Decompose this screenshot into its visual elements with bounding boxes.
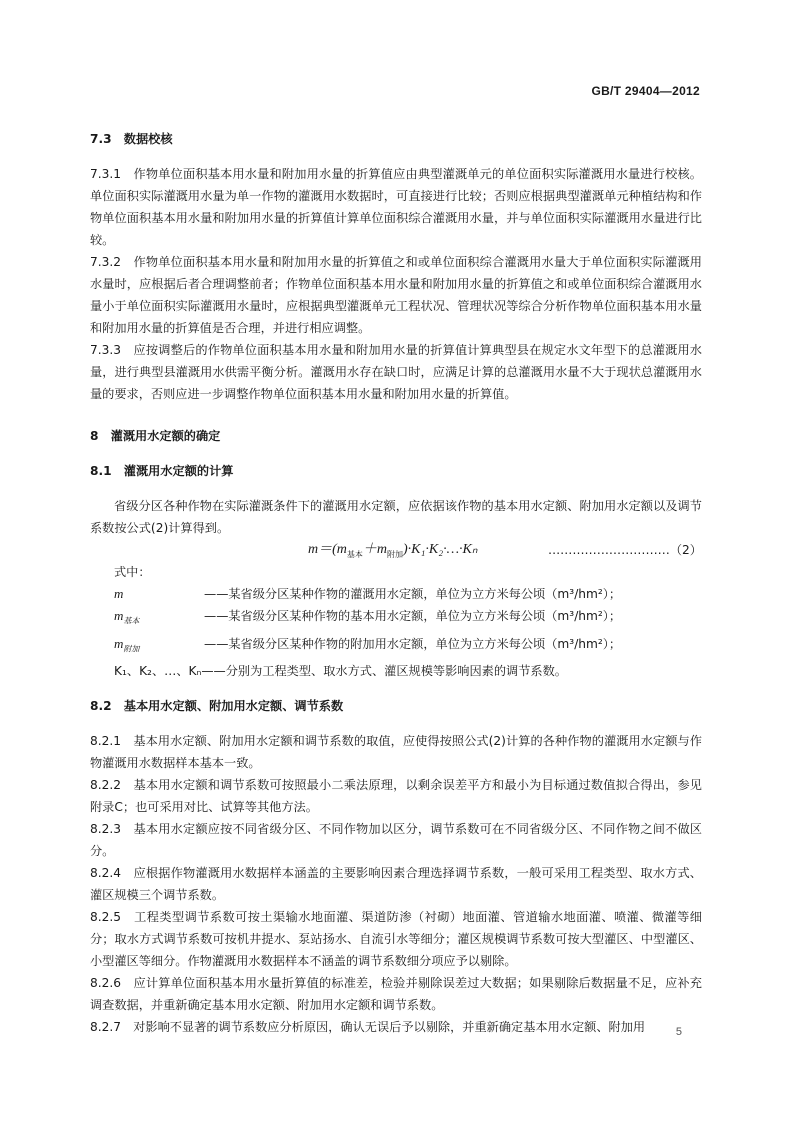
clause-8-2-4: 8.2.4 应根据作物灌溉用水数据样本涵盖的主要影响因素合理选择调节系数，一般可采用工程类型、取水方式、灌区规模三个调节系数。: [90, 866, 702, 903]
formula-expression: $m=(m_{基本}+m_{附加})\cdot K_1\cdot K_2\cdot\dots\cdot K_n$: [308, 542, 478, 559]
section-8-2-title: 8.2 基本用水定额、附加用水定额、调节系数: [90, 699, 344, 714]
clause-8-2-2: 8.2.2 基本用水定额和调节系数可按照最小二乘法原理，以剩余误差平方和最小为目标通过数值拟合得出，参见附录C；也可采用对比、试算等其他方法。: [90, 778, 702, 815]
standard-number: GB/T 29404—2012: [591, 84, 700, 98]
clause-7-3-3: 7.3.3 应按调整后的作物单位面积基本用水量和附加用水量的折算值计算典型县在规定水文年型下的总灌溉用水量，进行典型县灌溉用水供需平衡分析。灌溉用水存在缺口时，应满足计算的总灌溉用水量不大于现状总灌溉用水量的要求，否则应进一步调整作物单位面积基本用水量和附加用水量的折算值。: [90, 343, 702, 401]
page-content: [90, 128, 702, 1038]
clause-8-2-1: 8.2.1 基本用水定额、附加用水定额和调节系数的取值，应使得按照公式(2)计算的各种作物的灌溉用水定额与作物灌溉用水数据样本基本一致。: [90, 734, 702, 771]
section-8-title: 8 灌溉用水定额的确定: [90, 429, 221, 443]
formula-2: [90, 539, 702, 561]
definition-m-basic: $m_{基本}$ ——某省级分区某种作物的基本用水定额，单位为立方米每公顷（m³/hm²）；: [114, 608, 622, 626]
clause-8-2-7: 8.2.7 对影响不显著的调节系数应分析原因，确认无误后予以剔除，并重新确定基本用水定额、附加用: [90, 1020, 646, 1035]
section-8-1-title: 8.1 灌溉用水定额的计算: [90, 464, 234, 478]
clause-7-3-1: 7.3.1 作物单位面积基本用水量和附加用水量的折算值应由典型灌溉单元的单位面积实际灌溉用水量进行校核。单位面积实际灌溉用水量为单一作物的灌溉用水数据时，可直接进行比较；否则应根据典型灌溉单元种植结构和作物单位面积基本用水量和附加用水量的折算值计算单位面积综合灌溉用水量，并与单位面积实际灌溉用水量进行比较。: [90, 167, 702, 247]
clause-7-3-2: 7.3.2 作物单位面积基本用水量和附加用水量的折算值之和或单位面积综合灌溉用水量大于单位面积实际灌溉用水量时，应根据后者合理调整前者；作物单位面积基本用水量和附加用水量的折算值之和或单位面积综合灌溉用水量小于单位面积实际灌溉用水量时，应根据典型灌溉单元工程状况、管理状况等综合分析作物单位面积基本用水量和附加用水量的折算值是否合理，并进行相应调整。: [90, 255, 702, 335]
definition-k: K₁、K₂、…、Kₙ——分别为工程类型、取水方式、灌区规模等影响因素的调节系数。: [114, 664, 567, 679]
page-number: 5: [675, 1026, 682, 1038]
clause-8-1-intro: 省级分区各种作物在实际灌溉条件下的灌溉用水定额，应依据该作物的基本用水定额、附加用水定额以及调节系数按公式(2)计算得到。: [90, 499, 702, 535]
where-label: 式中：: [114, 565, 151, 579]
definition-m-additional: $m_{附加}$ ——某省级分区某种作物的附加用水定额，单位为立方米每公顷（m³/hm²）；: [114, 635, 622, 654]
clause-8-2-5: 8.2.5 工程类型调节系数可按土渠输水地面灌、渠道防渗（衬砌）地面灌、管道输水地面灌、喷灌、微灌等细分；取水方式调节系数可按机井提水、泵站扬水、自流引水等细分；灌区规模调节系数可按大型灌区、中型灌区、小型灌区等细分。作物灌溉用水数据样本不涵盖的调节系数细分项应予以剔除。: [90, 910, 702, 969]
section-7-3-title: 7.3 数据校核: [90, 132, 173, 146]
definition-m: m ——某省级分区某种作物的灌溉用水定额，单位为立方米每公顷（m³/hm²）；: [114, 586, 622, 601]
formula-number: …………………………（2）: [547, 543, 702, 557]
clause-8-2-6: 8.2.6 应计算单位面积基本用水量折算值的标准差，检验并剔除误差过大数据；如果剔除后数据量不足，应补充调查数据，并重新确定基本用水定额、附加用水定额和调节系数。: [90, 976, 702, 1013]
clause-8-2-3: 8.2.3 基本用水定额应按不同省级分区、不同作物加以区分，调节系数可在不同省级分区、不同作物之间不做区分。: [90, 822, 702, 859]
